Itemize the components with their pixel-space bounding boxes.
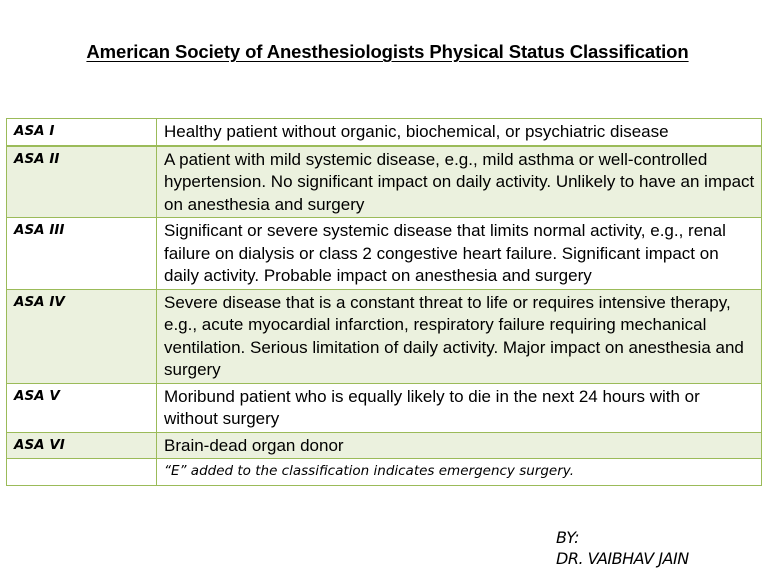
asa-class-description: A patient with mild systemic disease, e.g., mild asthma or well-controlled hypertension. No significant impact on daily activity. Unlikely to have an impact on anesthesia and surgery — [157, 146, 762, 218]
asa-class-description: Healthy patient without organic, biochemical, or psychiatric disease — [157, 119, 762, 146]
page-title: American Society of Anesthesiologists Physical Status Classification — [86, 41, 689, 62]
asa-class-label: ASA II — [7, 146, 157, 218]
table-row — [7, 146, 762, 218]
asa-classification-table — [6, 118, 762, 486]
table-row — [7, 432, 762, 459]
asa-class-description: Brain-dead organ donor — [157, 432, 762, 459]
author-credit — [556, 527, 689, 569]
table-row — [7, 119, 762, 146]
author-name: DR. VAIBHAV JAIN — [556, 549, 689, 568]
emergency-footnote: “E” added to the classification indicates emergency surgery. — [157, 459, 762, 486]
asa-class-label: ASA V — [7, 383, 157, 432]
table-row — [7, 218, 762, 290]
asa-class-description: Moribund patient who is equally likely to die in the next 24 hours with or without surgery — [157, 383, 762, 432]
asa-class-label: ASA VI — [7, 432, 157, 459]
asa-class-label: ASA I — [7, 119, 157, 146]
table-row-footnote — [7, 459, 762, 486]
asa-class-label: ASA IV — [7, 289, 157, 383]
table-row — [7, 383, 762, 432]
author-by-label: BY: — [556, 528, 579, 547]
table-row — [7, 289, 762, 383]
empty-cell — [7, 459, 157, 486]
asa-class-description: Severe disease that is a constant threat to life or requires intensive therapy, e.g., acute myocardial infarction, respiratory failure requiring mechanical ventilation. Serious limitation of daily activity. Major impact on anesthesia and surgery — [157, 289, 762, 383]
asa-class-description: Significant or severe systemic disease that limits normal activity, e.g., renal failure on dialysis or class 2 congestive heart failure. Significant impact on daily activity. Probable impact on anesthesia and surgery — [157, 218, 762, 290]
asa-class-label: ASA III — [7, 218, 157, 290]
